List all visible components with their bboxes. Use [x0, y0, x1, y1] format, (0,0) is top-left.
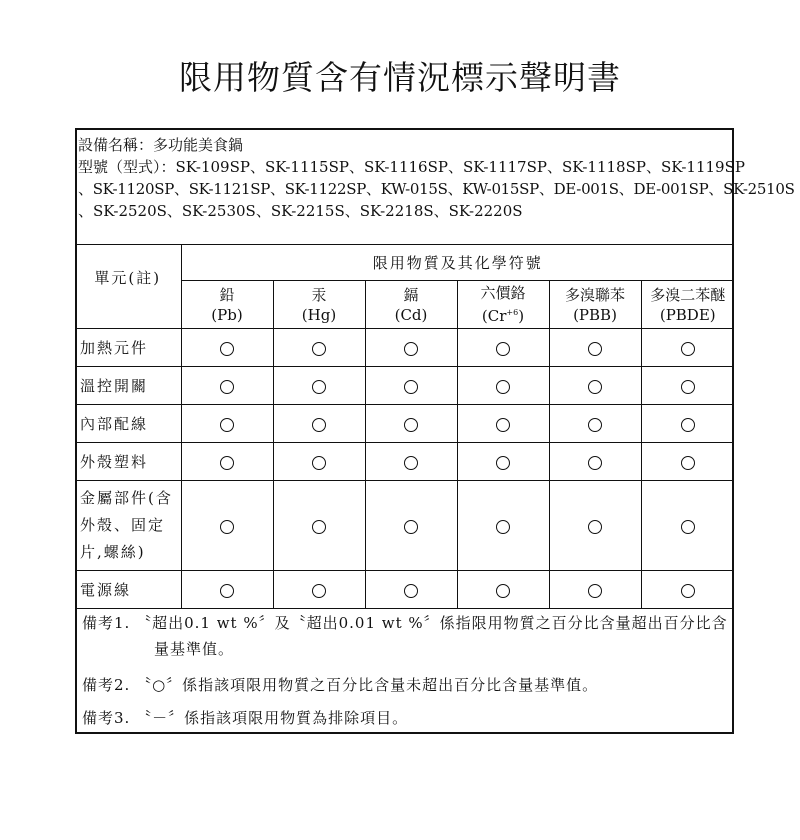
circle-mark-icon: [681, 520, 695, 534]
substance-header: [365, 281, 457, 329]
table-row: [75, 329, 734, 367]
equipment-name: 設備名稱：多功能美食鍋: [78, 136, 244, 154]
table-row: [75, 405, 734, 443]
substance-name: 多溴二苯醚: [650, 285, 726, 304]
unit-label: 電源線: [75, 571, 181, 609]
substance-name: 鎘: [403, 285, 419, 304]
substance-header: [273, 281, 365, 329]
note-3: 備考3. 〝－〞係指該項限用物質為排除項目。: [82, 709, 409, 727]
circle-mark-icon: [404, 418, 418, 432]
page-title: 限用物質含有情況標示聲明書: [179, 58, 621, 97]
product-info: [78, 134, 795, 222]
circle-mark-icon: [496, 584, 510, 598]
circle-mark-icon: [220, 456, 234, 470]
circle-mark-icon: [588, 342, 602, 356]
model-line-2: 、SK-1120SP、SK-1121SP、SK-1122SP、KW-015S、KW-015SP、DE-001S、DE-001SP、SK-2510S: [78, 180, 795, 198]
substance-header: [549, 281, 641, 329]
circle-mark-icon: [312, 456, 326, 470]
model-line-3: 、SK-2520S、SK-2530S、SK-2215S、SK-2218S、SK-2220S: [78, 202, 523, 220]
circle-mark-icon: [404, 380, 418, 394]
circle-mark-icon: [312, 520, 326, 534]
circle-mark-icon: [312, 342, 326, 356]
substance-name: 六價鉻: [480, 284, 526, 302]
table-header-row: [75, 245, 734, 281]
circle-mark-icon: [312, 418, 326, 432]
unit-header: 單元(註): [75, 245, 181, 329]
circle-mark-icon: [220, 584, 234, 598]
model-line-1: 型號（型式）：SK-109SP、SK-1115SP、SK-1116SP、SK-1117SP、SK-1118SP、SK-1119SP: [78, 158, 745, 176]
circle-mark-icon: [681, 584, 695, 598]
circle-mark-icon: [588, 418, 602, 432]
table-row: [75, 443, 734, 481]
circle-mark-icon: [681, 456, 695, 470]
substance-name: 鉛: [219, 285, 235, 304]
substance-symbol: $(Cr^{+6})$: [481, 307, 525, 325]
restricted-substances-table: [75, 244, 734, 609]
substance-symbol: (Pb): [211, 305, 243, 324]
circle-mark-icon: [588, 520, 602, 534]
substance-header: [641, 281, 734, 329]
circle-mark-icon: [681, 342, 695, 356]
circle-mark-icon: [220, 380, 234, 394]
group-header: 限用物質及其化學符號: [181, 245, 734, 281]
table-row: [75, 367, 734, 405]
circle-mark-icon: [496, 380, 510, 394]
circle-mark-icon: [681, 380, 695, 394]
unit-label: 加熱元件: [75, 329, 181, 367]
circle-mark-icon: [496, 456, 510, 470]
substance-symbol: (PBB): [573, 305, 617, 324]
unit-label: 內部配線: [75, 405, 181, 443]
unit-label: 溫控開關: [75, 367, 181, 405]
circle-mark-icon: [588, 456, 602, 470]
unit-label: 金屬部件(含 外殼、固定 片,螺絲): [75, 481, 181, 571]
circle-mark-icon: [404, 456, 418, 470]
circle-mark-icon: [404, 342, 418, 356]
substance-symbol: (PBDE): [659, 305, 716, 324]
substance-header: [181, 281, 273, 329]
circle-mark-icon: [404, 584, 418, 598]
circle-mark-icon: [312, 380, 326, 394]
substance-symbol: (Hg): [301, 305, 337, 324]
note-1-line-2: 量基準值。: [154, 640, 235, 658]
circle-mark-icon: [681, 418, 695, 432]
unit-label: 外殼塑料: [75, 443, 181, 481]
substance-symbol: (Cd): [394, 305, 428, 324]
circle-mark-icon: [588, 380, 602, 394]
substance-name: 多溴聯苯: [564, 285, 625, 304]
valence-superscript: +6: [506, 308, 519, 317]
table-row: [75, 571, 734, 609]
circle-mark-icon: [496, 520, 510, 534]
note-2: 備考2. 〝○〞係指該項限用物質之百分比含量未超出百分比含量基準值。: [82, 676, 599, 694]
circle-mark-icon: [220, 418, 234, 432]
circle-mark-icon: [404, 520, 418, 534]
circle-mark-icon: [496, 418, 510, 432]
table-row: [75, 481, 734, 571]
substance-header: [457, 281, 549, 329]
circle-mark-icon: [312, 584, 326, 598]
substance-name: 汞: [311, 285, 327, 304]
note-1-line-1: 備考1. 〝超出0.1 wt %〞及〝超出0.01 wt %〞係指限用物質之百分比含量超出百分比含: [82, 614, 728, 632]
circle-mark-icon: [220, 520, 234, 534]
circle-mark-icon: [220, 342, 234, 356]
circle-mark-icon: [496, 342, 510, 356]
circle-mark-icon: [588, 584, 602, 598]
